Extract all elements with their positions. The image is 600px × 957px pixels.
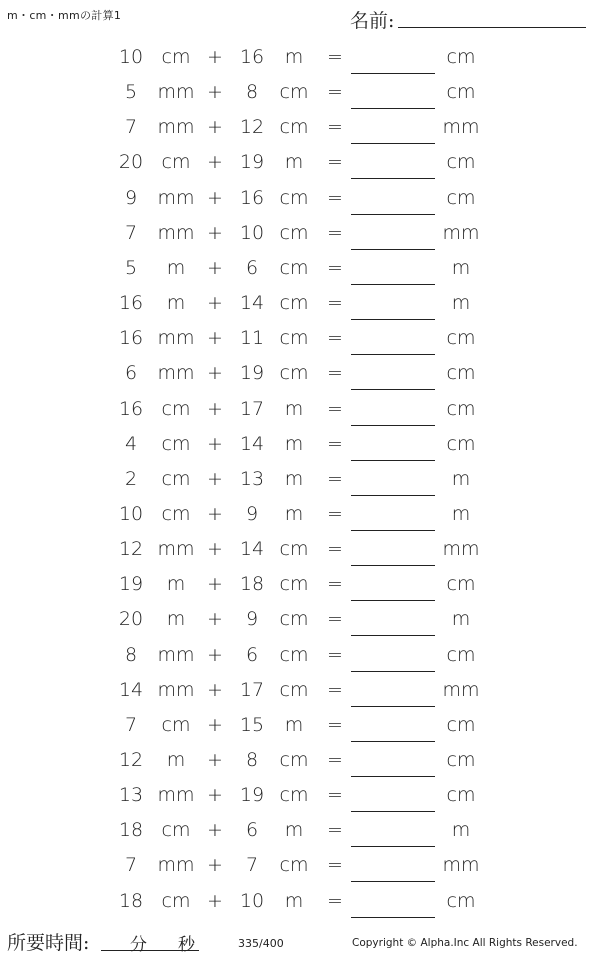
- first-number: 20: [118, 608, 144, 631]
- second-number: 10: [239, 221, 265, 244]
- equals-sign: =: [327, 327, 343, 350]
- second-unit: cm: [279, 854, 309, 877]
- second-unit: cm: [279, 608, 309, 631]
- plus-sign: +: [207, 362, 223, 385]
- copyright-notice: Copyright © Alpha.Inc All Rights Reserved.: [352, 937, 578, 949]
- second-unit: cm: [279, 186, 309, 209]
- second-number: 19: [239, 362, 265, 385]
- second-number: 6: [245, 643, 259, 666]
- first-number: 12: [118, 538, 144, 561]
- answer-unit: cm: [446, 186, 476, 209]
- equals-sign: =: [327, 538, 343, 561]
- equals-sign: =: [327, 889, 343, 912]
- answer-blank[interactable]: [351, 811, 435, 812]
- second-number: 15: [239, 713, 265, 736]
- equals-sign: =: [327, 819, 343, 842]
- plus-sign: +: [207, 397, 223, 420]
- first-number: 7: [124, 221, 138, 244]
- answer-unit: cm: [446, 643, 476, 666]
- answer-unit: cm: [446, 397, 476, 420]
- answer-unit: m: [451, 467, 471, 490]
- second-number: 9: [245, 608, 259, 631]
- first-unit: mm: [157, 643, 195, 666]
- second-number: 6: [245, 256, 259, 279]
- first-number: 5: [124, 256, 138, 279]
- plus-sign: +: [207, 573, 223, 596]
- equals-sign: =: [327, 502, 343, 525]
- plus-sign: +: [207, 608, 223, 631]
- equals-sign: =: [327, 854, 343, 877]
- second-number: 12: [239, 116, 265, 139]
- answer-blank[interactable]: [351, 600, 435, 601]
- problem-row: [0, 743, 600, 778]
- equals-sign: =: [327, 151, 343, 174]
- second-number: 9: [245, 502, 259, 525]
- answer-blank[interactable]: [351, 635, 435, 636]
- problem-row: [0, 392, 600, 427]
- equals-sign: =: [327, 643, 343, 666]
- first-unit: cm: [161, 819, 191, 842]
- answer-blank[interactable]: [351, 108, 435, 109]
- answer-blank[interactable]: [351, 460, 435, 461]
- plus-sign: +: [207, 784, 223, 807]
- answer-blank[interactable]: [351, 73, 435, 74]
- answer-blank[interactable]: [351, 917, 435, 918]
- page-number: 335/400: [238, 937, 284, 950]
- second-unit: cm: [279, 116, 309, 139]
- first-unit: mm: [157, 678, 195, 701]
- equals-sign: =: [327, 749, 343, 771]
- plus-sign: +: [207, 819, 223, 842]
- second-unit: cm: [279, 221, 309, 244]
- first-unit: m: [166, 292, 186, 315]
- second-number: 13: [239, 467, 265, 490]
- second-number: 14: [239, 538, 265, 561]
- equals-sign: =: [327, 186, 343, 209]
- first-number: 8: [124, 643, 138, 666]
- second-unit: cm: [279, 538, 309, 561]
- first-number: 9: [124, 186, 138, 209]
- first-number: 7: [124, 116, 138, 139]
- first-number: 12: [118, 749, 144, 771]
- first-unit: cm: [161, 502, 191, 525]
- problem-row: [0, 884, 600, 919]
- minutes-label: 分: [130, 935, 147, 955]
- answer-blank[interactable]: [351, 178, 435, 179]
- first-number: 7: [124, 854, 138, 877]
- answer-blank[interactable]: [351, 214, 435, 215]
- problem-row: [0, 110, 600, 145]
- first-unit: mm: [157, 538, 195, 561]
- answer-unit: mm: [442, 221, 480, 244]
- problem-row: [0, 708, 600, 743]
- equals-sign: =: [327, 292, 343, 315]
- second-unit: cm: [279, 749, 309, 771]
- answer-unit: m: [451, 819, 471, 842]
- equals-sign: =: [327, 221, 343, 244]
- plus-sign: +: [207, 221, 223, 244]
- first-number: 4: [124, 432, 138, 455]
- second-number: 16: [239, 46, 265, 68]
- equals-sign: =: [327, 467, 343, 490]
- equals-sign: =: [327, 256, 343, 279]
- answer-unit: cm: [446, 327, 476, 350]
- first-unit: m: [166, 608, 186, 631]
- second-number: 17: [239, 678, 265, 701]
- answer-unit: cm: [446, 573, 476, 596]
- first-number: 16: [118, 397, 144, 420]
- first-unit: cm: [161, 46, 191, 68]
- second-unit: cm: [279, 81, 309, 104]
- first-unit: cm: [161, 889, 191, 912]
- problem-row: [0, 462, 600, 497]
- answer-unit: mm: [442, 678, 480, 701]
- equals-sign: =: [327, 81, 343, 104]
- answer-unit: cm: [446, 81, 476, 104]
- second-unit: m: [284, 502, 304, 525]
- plus-sign: +: [207, 186, 223, 209]
- first-unit: mm: [157, 362, 195, 385]
- first-unit: cm: [161, 151, 191, 174]
- answer-unit: cm: [446, 46, 476, 68]
- second-unit: cm: [279, 327, 309, 350]
- first-unit: cm: [161, 467, 191, 490]
- answer-blank[interactable]: [351, 284, 435, 285]
- second-number: 16: [239, 186, 265, 209]
- first-unit: m: [166, 749, 186, 771]
- first-number: 5: [124, 81, 138, 104]
- second-unit: m: [284, 467, 304, 490]
- second-unit: m: [284, 151, 304, 174]
- problem-row: [0, 145, 600, 180]
- second-number: 10: [239, 889, 265, 912]
- answer-unit: cm: [446, 151, 476, 174]
- second-number: 7: [245, 854, 259, 877]
- first-unit: m: [166, 573, 186, 596]
- first-unit: mm: [157, 221, 195, 244]
- plus-sign: +: [207, 643, 223, 666]
- answer-unit: cm: [446, 749, 476, 771]
- problem-row: [0, 216, 600, 251]
- answer-unit: m: [451, 502, 471, 525]
- second-number: 17: [239, 397, 265, 420]
- answer-unit: cm: [446, 784, 476, 807]
- second-unit: m: [284, 432, 304, 455]
- second-number: 11: [239, 327, 265, 350]
- plus-sign: +: [207, 538, 223, 561]
- second-number: 19: [239, 784, 265, 807]
- plus-sign: +: [207, 46, 223, 68]
- equals-sign: =: [327, 573, 343, 596]
- name-field[interactable]: [398, 27, 586, 28]
- answer-blank[interactable]: [351, 319, 435, 320]
- answer-unit: cm: [446, 362, 476, 385]
- answer-unit: cm: [446, 432, 476, 455]
- second-unit: cm: [279, 292, 309, 315]
- plus-sign: +: [207, 81, 223, 104]
- first-number: 6: [124, 362, 138, 385]
- second-number: 6: [245, 819, 259, 842]
- first-number: 14: [118, 678, 144, 701]
- plus-sign: +: [207, 467, 223, 490]
- answer-unit: m: [451, 256, 471, 279]
- second-number: 19: [239, 151, 265, 174]
- plus-sign: +: [207, 432, 223, 455]
- seconds-label: 秒: [178, 935, 195, 955]
- problem-row: [0, 532, 600, 567]
- time-label: 所要時間:: [7, 932, 90, 954]
- problem-row: [0, 848, 600, 883]
- problem-row: [0, 813, 600, 848]
- plus-sign: +: [207, 116, 223, 139]
- answer-unit: m: [451, 292, 471, 315]
- second-unit: cm: [279, 362, 309, 385]
- name-label: 名前:: [350, 10, 395, 32]
- second-number: 8: [245, 749, 259, 771]
- equals-sign: =: [327, 362, 343, 385]
- problem-row: [0, 181, 600, 216]
- equals-sign: =: [327, 397, 343, 420]
- second-number: 8: [245, 81, 259, 104]
- answer-blank[interactable]: [351, 776, 435, 777]
- plus-sign: +: [207, 749, 223, 771]
- equals-sign: =: [327, 678, 343, 701]
- answer-blank[interactable]: [351, 881, 435, 882]
- first-number: 18: [118, 889, 144, 912]
- second-unit: cm: [279, 643, 309, 666]
- plus-sign: +: [207, 327, 223, 350]
- first-number: 10: [118, 46, 144, 68]
- answer-unit: mm: [442, 854, 480, 877]
- worksheet-title: m・cm・mmの計算1: [7, 9, 122, 22]
- answer-blank[interactable]: [351, 530, 435, 531]
- problem-row: [0, 356, 600, 391]
- problem-row: [0, 567, 600, 602]
- answer-unit: cm: [446, 713, 476, 736]
- first-unit: mm: [157, 784, 195, 807]
- answer-blank[interactable]: [351, 495, 435, 496]
- problem-row: [0, 75, 600, 110]
- first-number: 16: [118, 292, 144, 315]
- second-unit: cm: [279, 784, 309, 807]
- name-area: [350, 6, 590, 32]
- plus-sign: +: [207, 256, 223, 279]
- equals-sign: =: [327, 116, 343, 139]
- problem-row: [0, 778, 600, 813]
- first-number: 19: [118, 573, 144, 596]
- second-unit: m: [284, 819, 304, 842]
- answer-blank[interactable]: [351, 565, 435, 566]
- plus-sign: +: [207, 151, 223, 174]
- problem-row: [0, 321, 600, 356]
- plus-sign: +: [207, 713, 223, 736]
- plus-sign: +: [207, 678, 223, 701]
- second-unit: m: [284, 397, 304, 420]
- equals-sign: =: [327, 713, 343, 736]
- second-number: 14: [239, 292, 265, 315]
- second-unit: m: [284, 889, 304, 912]
- first-unit: mm: [157, 81, 195, 104]
- answer-blank[interactable]: [351, 706, 435, 707]
- answer-blank[interactable]: [351, 143, 435, 144]
- answer-blank[interactable]: [351, 389, 435, 390]
- answer-blank[interactable]: [351, 846, 435, 847]
- first-number: 10: [118, 502, 144, 525]
- first-number: 7: [124, 713, 138, 736]
- first-number: 2: [124, 467, 138, 490]
- second-number: 18: [239, 573, 265, 596]
- plus-sign: +: [207, 854, 223, 877]
- answer-unit: mm: [442, 116, 480, 139]
- equals-sign: =: [327, 608, 343, 631]
- first-unit: cm: [161, 432, 191, 455]
- answer-unit: cm: [446, 889, 476, 912]
- first-unit: mm: [157, 327, 195, 350]
- first-number: 16: [118, 327, 144, 350]
- second-unit: m: [284, 713, 304, 736]
- answer-unit: m: [451, 608, 471, 631]
- problem-row: [0, 638, 600, 673]
- plus-sign: +: [207, 502, 223, 525]
- problem-row: [0, 497, 600, 532]
- equals-sign: =: [327, 46, 343, 68]
- second-unit: cm: [279, 573, 309, 596]
- problem-row: [0, 673, 600, 708]
- answer-blank[interactable]: [351, 249, 435, 250]
- first-unit: m: [166, 256, 186, 279]
- first-unit: cm: [161, 713, 191, 736]
- answer-blank[interactable]: [351, 425, 435, 426]
- first-number: 13: [118, 784, 144, 807]
- problem-row: [0, 286, 600, 321]
- second-unit: cm: [279, 256, 309, 279]
- problem-row: [0, 427, 600, 462]
- first-number: 18: [118, 819, 144, 842]
- problem-row: [0, 251, 600, 286]
- problem-row: [0, 40, 600, 75]
- answer-blank[interactable]: [351, 354, 435, 355]
- second-unit: cm: [279, 678, 309, 701]
- first-unit: mm: [157, 186, 195, 209]
- first-unit: mm: [157, 116, 195, 139]
- first-unit: cm: [161, 397, 191, 420]
- plus-sign: +: [207, 292, 223, 315]
- first-unit: mm: [157, 854, 195, 877]
- equals-sign: =: [327, 784, 343, 807]
- first-number: 20: [118, 151, 144, 174]
- answer-blank[interactable]: [351, 671, 435, 672]
- plus-sign: +: [207, 889, 223, 912]
- answer-blank[interactable]: [351, 741, 435, 742]
- equals-sign: =: [327, 432, 343, 455]
- answer-unit: mm: [442, 538, 480, 561]
- second-unit: m: [284, 46, 304, 68]
- problem-row: [0, 602, 600, 637]
- second-number: 14: [239, 432, 265, 455]
